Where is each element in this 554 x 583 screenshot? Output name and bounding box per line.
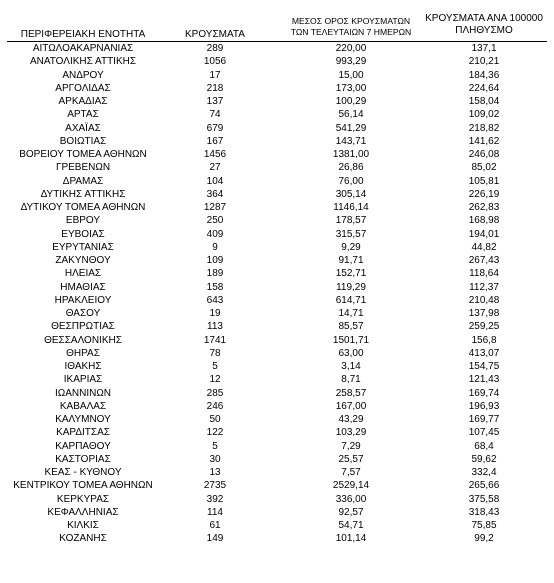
seven-day-average-cell: 178,57 <box>335 215 367 227</box>
seven-day-average-cell: 1501,71 <box>332 334 370 346</box>
cases-cell: 30 <box>209 453 221 465</box>
seven-day-average-cell: 119,29 <box>336 281 366 293</box>
rate-per-100000-cell: 68,4 <box>474 440 494 452</box>
region-cell: ΑΡΚΑΔΙΑΣ <box>58 96 108 107</box>
table-row <box>0 347 554 360</box>
seven-day-average-cell: 305,14 <box>335 188 367 200</box>
seven-day-average-cell: 258,57 <box>335 387 367 399</box>
cases-cell: 2735 <box>203 480 227 492</box>
cases-cell: 679 <box>206 122 224 134</box>
rate-per-100000-cell: 109,02 <box>468 109 500 121</box>
region-cell: ΚΑΡΔΙΤΣΑΣ <box>56 427 110 439</box>
region-cell: ΕΒΡΟΥ <box>65 215 101 227</box>
table-row <box>0 214 554 227</box>
region-cell: ΚΟΖΑΝΗΣ <box>59 533 107 545</box>
region-cell: ΔΥΤΙΚΟΥ ΤΟΜΕΑ ΑΘΗΝΩΝ <box>20 202 146 213</box>
table-row <box>0 95 554 108</box>
seven-day-average-cell: 91,71 <box>338 255 364 266</box>
table-row <box>0 148 554 161</box>
rate-per-100000-cell: 121,43 <box>468 374 500 386</box>
region-cell: ΘΗΡΑΣ <box>66 347 100 359</box>
rate-per-100000-cell: 246,08 <box>468 149 500 160</box>
cases-cell: 218 <box>206 82 224 94</box>
rate-per-100000-cell: 332,4 <box>471 467 497 478</box>
cases-cell: 12 <box>209 374 221 386</box>
cases-cell: 5 <box>212 440 218 452</box>
table-row <box>0 69 554 82</box>
cases-cell: 122 <box>206 427 224 439</box>
rate-per-100000-cell: 118,64 <box>469 268 499 280</box>
rate-per-100000-cell: 107,45 <box>468 427 500 439</box>
region-cell: ΕΥΡΥΤΑΝΙΑΣ <box>52 241 114 253</box>
seven-day-average-cell: 26,86 <box>338 162 364 174</box>
table-row <box>0 320 554 333</box>
region-cell: ΕΥΒΟΙΑΣ <box>61 228 105 240</box>
table-row <box>0 82 554 95</box>
rate-per-100000-cell: 184,36 <box>468 69 500 81</box>
seven-day-average-cell: 614,71 <box>335 294 367 306</box>
rate-per-100000-cell: 262,83 <box>468 202 500 213</box>
table-row <box>0 254 554 267</box>
cases-cell: 74 <box>209 109 221 121</box>
table-row <box>0 228 554 241</box>
seven-day-average-cell: 3,14 <box>341 361 361 372</box>
region-cell: ΖΑΚΥΝΘΟΥ <box>55 255 111 266</box>
seven-day-average-cell: 43,29 <box>338 414 364 425</box>
cases-cell: 364 <box>206 188 224 200</box>
cases-cell: 149 <box>206 533 224 545</box>
rate-per-100000-cell: 210,21 <box>468 56 500 68</box>
rate-per-100000-cell: 59,62 <box>471 453 497 465</box>
region-cell: ΚΕΡΚΥΡΑΣ <box>56 493 110 505</box>
cases-cell: 643 <box>206 294 224 306</box>
cases-cell: 104 <box>206 175 224 187</box>
table-body <box>0 42 554 546</box>
region-cell: ΘΕΣΣΑΛΟΝΙΚΗΣ <box>44 334 122 346</box>
rate-per-100000-cell: 99,2 <box>474 533 494 545</box>
cases-cell: 158 <box>206 281 224 293</box>
cases-cell: 27 <box>209 162 221 174</box>
rate-per-100000-cell: 85,02 <box>471 162 497 174</box>
cases-cell: 114 <box>207 506 223 518</box>
region-cell: ΑΝΔΡΟΥ <box>62 69 104 81</box>
cases-cell: 1056 <box>203 56 227 68</box>
region-cell: ΚΑΒΑΛΑΣ <box>59 400 107 412</box>
region-cell: ΑΙΤΩΛΟΑΚΑΡΝΑΝΙΑΣ <box>32 43 134 54</box>
header-seven-day-average <box>270 16 432 38</box>
rate-per-100000-cell: 44,82 <box>471 241 497 253</box>
seven-day-average-cell: 63,00 <box>338 347 364 359</box>
table-row <box>0 426 554 439</box>
table-row <box>0 373 554 386</box>
rate-per-100000-cell: 169,74 <box>468 387 500 399</box>
region-cell: ΔΡΑΜΑΣ <box>62 175 104 187</box>
header-cases: ΚΡΟΥΣΜΑΤΑ <box>185 29 245 40</box>
region-cell: ΚΕΑΣ - ΚΥΘΝΟΥ <box>44 467 122 478</box>
table-row <box>0 413 554 426</box>
cases-cell: 289 <box>206 43 224 54</box>
seven-day-average-cell: 2529,14 <box>332 480 370 492</box>
table-row <box>0 387 554 400</box>
header-cases-per-100000 <box>414 13 554 37</box>
seven-day-average-cell: 336,00 <box>335 493 367 505</box>
rate-per-100000-cell: 158,04 <box>468 96 500 107</box>
region-cell: ΚΑΡΠΑΘΟΥ <box>55 440 111 452</box>
region-cell: ΗΡΑΚΛΕΙΟΥ <box>54 294 112 306</box>
seven-day-average-cell: 25,57 <box>338 453 364 465</box>
seven-day-average-cell: 92,57 <box>338 506 364 518</box>
cases-cell: 285 <box>206 387 224 399</box>
cases-cell: 5 <box>212 361 218 372</box>
rate-per-100000-cell: 210,48 <box>468 294 500 306</box>
cases-cell: 409 <box>206 228 224 240</box>
table-row <box>0 267 554 280</box>
region-cell: ΙΩΑΝΝΙΝΩΝ <box>54 387 112 399</box>
rate-per-100000-cell: 318,43 <box>468 506 500 518</box>
table-row <box>0 122 554 135</box>
table-row <box>0 201 554 214</box>
seven-day-average-cell: 1381,00 <box>332 149 370 160</box>
seven-day-average-cell: 100,29 <box>335 96 367 107</box>
seven-day-average-cell: 101,14 <box>335 533 367 545</box>
table-row <box>0 241 554 254</box>
rate-per-100000-cell: 168,98 <box>468 215 500 227</box>
region-cell: ΑΡΓΟΛΙΔΑΣ <box>55 82 111 94</box>
region-cell: ΚΙΛΚΙΣ <box>67 520 99 531</box>
region-cell: ΚΑΣΤΟΡΙΑΣ <box>55 453 111 465</box>
table-row <box>0 506 554 519</box>
seven-day-average-cell: 152,71 <box>335 268 367 280</box>
seven-day-average-cell: 103,29 <box>335 427 367 439</box>
cases-cell: 1287 <box>203 202 227 213</box>
cases-cell: 19 <box>209 308 221 319</box>
seven-day-average-cell: 220,00 <box>335 43 367 54</box>
rate-per-100000-cell: 194,01 <box>468 228 500 240</box>
rate-per-100000-cell: 267,43 <box>468 255 500 266</box>
cases-cell: 250 <box>206 215 224 227</box>
region-cell: ΚΕΝΤΡΙΚΟΥ ΤΟΜΕΑ ΑΘΗΝΩΝ <box>13 480 153 492</box>
table-row <box>0 532 554 545</box>
cases-cell: 392 <box>206 493 224 505</box>
rate-per-100000-cell: 259,25 <box>468 321 500 333</box>
seven-day-average-cell: 9,29 <box>341 241 361 253</box>
rate-per-100000-cell: 169,77 <box>468 414 500 425</box>
header-rate-line-1: ΚΡΟΥΣΜΑΤΑ ΑΝΑ 100000 <box>425 13 543 24</box>
seven-day-average-cell: 14,71 <box>338 308 364 319</box>
region-cell: ΑΡΤΑΣ <box>67 109 99 121</box>
region-cell: ΚΕΦΑΛΛΗΝΙΑΣ <box>47 506 119 518</box>
cases-cell: 167 <box>206 135 224 147</box>
seven-day-average-cell: 7,29 <box>341 440 361 452</box>
table-row <box>0 453 554 466</box>
header-avg-line-2: ΤΩΝ ΤΕΛΕΥΤΑΙΩΝ 7 ΗΜΕΡΩΝ <box>290 27 412 37</box>
table-row <box>0 294 554 307</box>
header-region: ΠΕΡΙΦΕΡΕΙΑΚΗ ΕΝΟΤΗΤΑ <box>20 29 146 40</box>
header-rate-line-2: ΠΛΗΘΥΣΜΟ <box>455 25 513 36</box>
region-cell: ΒΟΡΕΙΟΥ ΤΟΜΕΑ ΑΘΗΝΩΝ <box>19 149 147 160</box>
cases-cell: 50 <box>209 414 221 425</box>
table-row <box>0 360 554 373</box>
seven-day-average-cell: 1146,14 <box>333 202 369 213</box>
cases-cell: 246 <box>206 400 224 412</box>
table-header <box>0 0 554 40</box>
region-cell: ΓΡΕΒΕΝΩΝ <box>55 162 111 174</box>
seven-day-average-cell: 993,29 <box>335 56 367 68</box>
region-cell: ΗΜΑΘΙΑΣ <box>60 281 106 293</box>
rate-per-100000-cell: 137,1 <box>471 43 497 54</box>
rate-per-100000-cell: 375,58 <box>468 493 500 505</box>
rate-per-100000-cell: 265,66 <box>468 480 500 492</box>
cases-cell: 113 <box>207 321 223 333</box>
rate-per-100000-cell: 75,85 <box>471 520 497 531</box>
region-cell: ΘΕΣΠΡΩΤΙΑΣ <box>51 321 115 333</box>
region-cell: ΑΧΑΪΑΣ <box>65 122 101 134</box>
rate-per-100000-cell: 218,82 <box>468 122 500 134</box>
rate-per-100000-cell: 137,98 <box>468 308 500 319</box>
table-row <box>0 108 554 121</box>
table-row <box>0 307 554 320</box>
table-row <box>0 334 554 347</box>
region-cell: ΚΑΛΥΜΝΟΥ <box>55 414 111 425</box>
seven-day-average-cell: 173,00 <box>335 82 367 94</box>
region-cell: ΔΥΤΙΚΗΣ ΑΤΤΙΚΗΣ <box>40 188 126 200</box>
cases-cell: 61 <box>209 520 221 531</box>
region-cell: ΑΝΑΤΟΛΙΚΗΣ ΑΤΤΙΚΗΣ <box>29 56 137 68</box>
cases-cell: 78 <box>209 347 221 359</box>
rate-per-100000-cell: 112,37 <box>469 281 499 293</box>
region-cell: ΙΘΑΚΗΣ <box>64 361 102 372</box>
region-cell: ΒΟΙΩΤΙΑΣ <box>59 135 107 147</box>
table-row <box>0 479 554 492</box>
table-row <box>0 281 554 294</box>
seven-day-average-cell: 541,29 <box>335 122 367 134</box>
seven-day-average-cell: 54,71 <box>338 520 364 531</box>
region-cell: ΙΚΑΡΙΑΣ <box>63 374 103 386</box>
table-row <box>0 135 554 148</box>
region-cell: ΗΛΕΙΑΣ <box>64 268 102 280</box>
seven-day-average-cell: 85,57 <box>338 321 364 333</box>
cases-cell: 189 <box>206 268 224 280</box>
rate-per-100000-cell: 105,81 <box>468 175 500 187</box>
table-row <box>0 175 554 188</box>
table-row <box>0 493 554 506</box>
table-row <box>0 440 554 453</box>
rate-per-100000-cell: 226,19 <box>468 188 500 200</box>
rate-per-100000-cell: 196,93 <box>468 400 500 412</box>
cases-cell: 17 <box>209 69 221 81</box>
cases-cell: 9 <box>212 241 218 253</box>
seven-day-average-cell: 8,71 <box>341 374 361 386</box>
seven-day-average-cell: 167,00 <box>335 400 367 412</box>
seven-day-average-cell: 315,57 <box>335 228 367 240</box>
table-row <box>0 188 554 201</box>
table-row <box>0 42 554 55</box>
rate-per-100000-cell: 154,75 <box>468 361 500 372</box>
cases-cell: 1741 <box>203 334 227 346</box>
table-row <box>0 55 554 68</box>
rate-per-100000-cell: 156,8 <box>471 334 497 346</box>
cases-cell: 137 <box>206 96 224 107</box>
seven-day-average-cell: 143,71 <box>335 135 367 147</box>
rate-per-100000-cell: 413,07 <box>468 347 500 359</box>
cases-cell: 1456 <box>203 149 227 160</box>
rate-per-100000-cell: 141,62 <box>468 135 500 147</box>
rate-per-100000-cell: 224,64 <box>468 82 500 94</box>
table-row <box>0 161 554 174</box>
table-row <box>0 466 554 479</box>
seven-day-average-cell: 7,57 <box>341 467 361 478</box>
header-avg-line-1: ΜΕΣΟΣ ΟΡΟΣ ΚΡΟΥΣΜΑΤΩΝ <box>291 16 411 26</box>
seven-day-average-cell: 15,00 <box>338 69 364 81</box>
cases-cell: 13 <box>209 467 221 478</box>
table-row <box>0 400 554 413</box>
region-cell: ΘΑΣΟΥ <box>65 308 101 319</box>
seven-day-average-cell: 76,00 <box>338 175 364 187</box>
seven-day-average-cell: 56,14 <box>338 109 364 121</box>
table-row <box>0 519 554 532</box>
cases-cell: 109 <box>206 255 224 266</box>
